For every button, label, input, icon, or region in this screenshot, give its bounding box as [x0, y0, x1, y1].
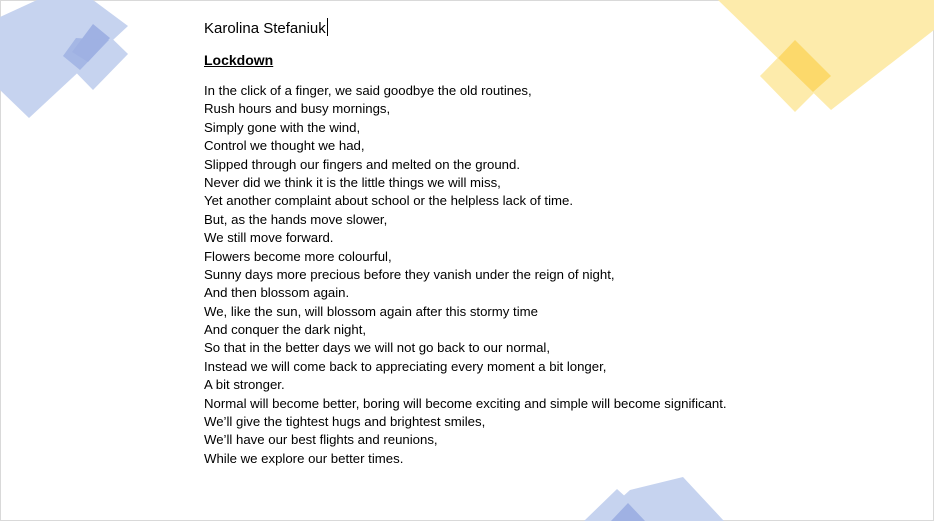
text-cursor	[327, 18, 328, 36]
poem-line: Rush hours and busy mornings,	[204, 101, 391, 117]
poem-body	[204, 82, 727, 468]
poem-line: And then blossom again.	[204, 285, 350, 301]
poem-line: A bit stronger.	[204, 377, 285, 393]
author-name: Karolina Stefaniuk	[204, 20, 326, 37]
poem-line: We’ll give the tightest hugs and brightest smiles,	[204, 414, 486, 430]
poem-line: But, as the hands move slower,	[204, 211, 388, 227]
poem-line: And conquer the dark night,	[204, 322, 367, 338]
poem-line: Never did we think it is the little things we will miss,	[204, 174, 501, 190]
poem-line: Slipped through our fingers and melted on the ground.	[204, 156, 520, 172]
poem-line: In the click of a finger, we said goodbye the old routines,	[204, 83, 532, 98]
poem-line: So that in the better days we will not go back to our normal,	[204, 340, 550, 356]
deco-yellow-triangle	[718, 0, 934, 110]
poem-line: We, like the sun, will blossom again after this stormy time	[204, 303, 538, 319]
author-line[interactable]	[204, 18, 328, 39]
poem-line: Sunny days more precious before they vanish under the reign of night,	[204, 266, 615, 282]
poem-line: Instead we will come back to appreciating every moment a bit longer,	[204, 358, 607, 374]
poem-line: Simply gone with the wind,	[204, 119, 361, 135]
poem-line: Yet another complaint about school or the helpless lack of time.	[204, 193, 573, 209]
poem-line: Control we thought we had,	[204, 138, 365, 154]
poem-line: We’ll have our best flights and reunions,	[204, 432, 438, 448]
poem-title: Lockdown	[204, 52, 274, 68]
poem-line: We still move forward.	[204, 230, 334, 246]
poem-line: While we explore our better times.	[204, 450, 404, 466]
poem-line: Normal will become better, boring will become exciting and simple will become significant.	[204, 395, 727, 411]
poem-line: Flowers become more colourful,	[204, 248, 392, 264]
